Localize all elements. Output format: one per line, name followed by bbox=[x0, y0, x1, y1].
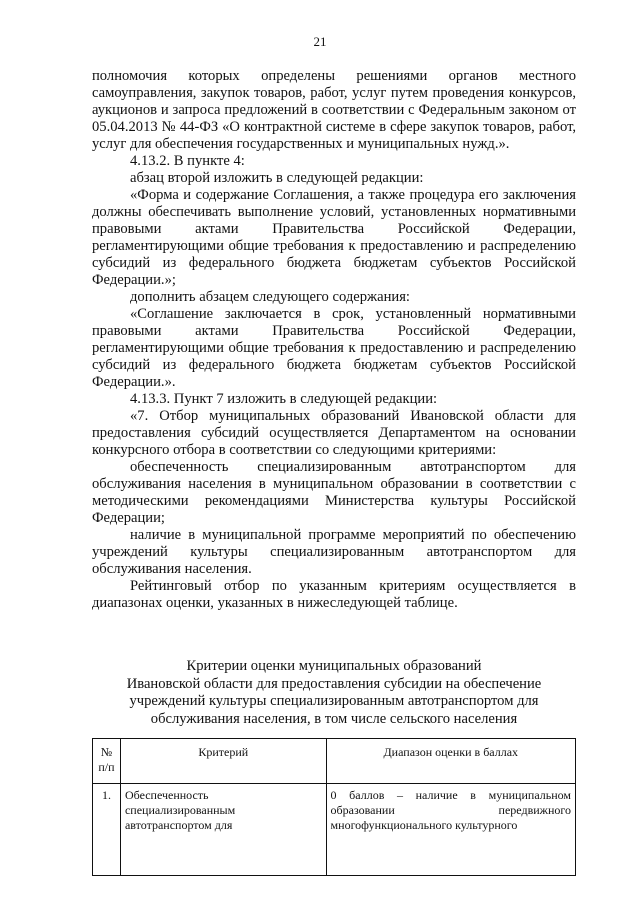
paragraph: «Соглашение заключается в срок, установленный нормативными правовыми актами Правительства Российской Федерации, регламентирующими общие требования к предоставлению и распределению субсидий из федерального бюджета бюджетам субъектов Российской Федерации.». bbox=[92, 306, 576, 390]
criteria-table bbox=[92, 738, 576, 876]
paragraph: обеспеченность специализированным автотранспортом для обслуживания населения в муниципальном образовании в соответствии с методическими рекомендациями Министерства культуры Российской Федерации; bbox=[92, 459, 576, 526]
caption-line: Критерии оценки муниципальных образований bbox=[186, 658, 482, 674]
column-header-range: Диапазон оценки в баллах bbox=[326, 739, 575, 784]
paragraph: абзац второй изложить в следующей редакции: bbox=[130, 170, 424, 186]
row-number: 1. bbox=[93, 784, 121, 876]
paragraph: дополнить абзацем следующего содержания: bbox=[130, 289, 410, 305]
row-criterion: Обеспеченность специализированным автотранспортом для bbox=[120, 784, 326, 876]
paragraph: полномочия которых определены решениями органов местного самоуправления, закупок товаров, работ, услуг путем проведения конкурсов, аукционов и запроса предложений в соответствии с Федеральным законом от 05.04.2013 № 44-ФЗ «О контрактной системе в сфере закупок товаров, работ, услуг для обеспечения государственных и муниципальных нужд.». bbox=[92, 68, 576, 152]
table-caption bbox=[92, 658, 576, 728]
paragraph: 4.13.3. Пункт 7 изложить в следующей редакции: bbox=[130, 391, 438, 407]
column-header-number: № п/п bbox=[93, 739, 121, 784]
table-header-row bbox=[93, 739, 576, 784]
paragraph: «Форма и содержание Соглашения, а также процедура его заключения должны обеспечивать выполнение условий, установленных нормативными правовыми актами Правительства Российской Федерации, регламентирующими общие требования к предоставлению и распределению субсидий из федерального бюджета бюджетам субъектов Российской Федерации.»; bbox=[92, 187, 576, 288]
table-row bbox=[93, 784, 576, 876]
column-header-criterion: Критерий bbox=[120, 739, 326, 784]
paragraph: Рейтинговый отбор по указанным критериям осуществляется в диапазонах оценки, указанных в нижеследующей таблице. bbox=[92, 578, 576, 611]
paragraph: «7. Отбор муниципальных образований Ивановской области для предоставления субсидий осуществляется Департаментом на основании конкурсного отбора в соответствии со следующими критериями: bbox=[92, 408, 576, 458]
caption-line: Ивановской области для предоставления субсидии на обеспечение bbox=[126, 675, 542, 692]
caption-line: обслуживания населения, в том числе сельского населения bbox=[150, 710, 518, 727]
caption-line: учреждений культуры специализированным автотранспортом для bbox=[129, 693, 539, 709]
row-range: 0 баллов – наличие в муниципальном образовании передвижного многофункционального культурного bbox=[326, 784, 575, 876]
document-body bbox=[92, 68, 576, 612]
paragraph: наличие в муниципальной программе мероприятий по обеспечению учреждений культуры специализированным автотранспортом для обслуживания населения. bbox=[92, 527, 576, 577]
page-number: 21 bbox=[313, 34, 327, 49]
paragraph: 4.13.2. В пункте 4: bbox=[130, 153, 245, 169]
